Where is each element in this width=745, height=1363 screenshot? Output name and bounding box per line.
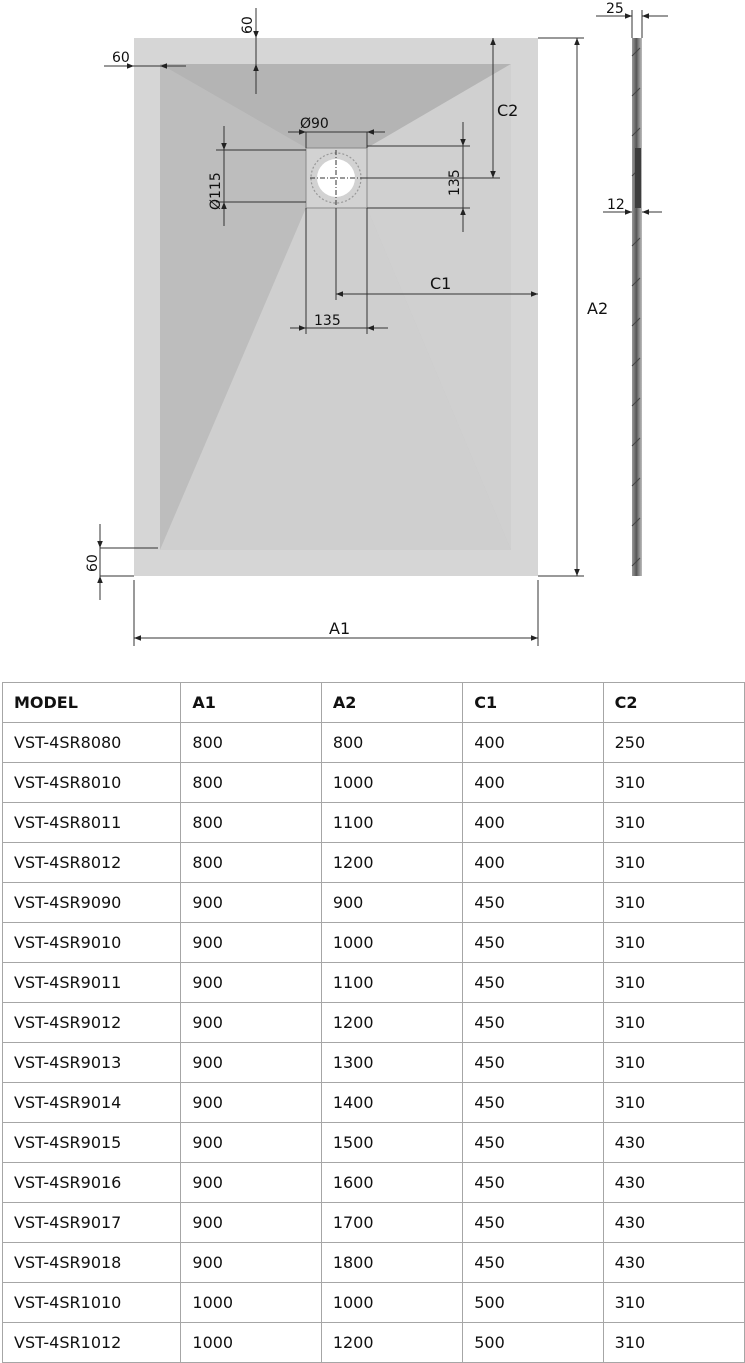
table-row [3,1283,745,1323]
cell-a2: 1700 [321,1203,462,1243]
tray-profile [632,38,642,576]
cell-c2: 430 [603,1203,744,1243]
cell-model: VST-4SR9014 [3,1083,181,1123]
dim-left-rim-label: 60 [112,50,130,66]
cell-model: VST-4SR9090 [3,883,181,923]
cell-a2: 1100 [321,963,462,1003]
header-c2: C2 [603,683,744,723]
table-row [3,1003,745,1043]
cell-c1: 450 [463,1243,603,1283]
drawing-svg [0,0,745,665]
cell-model: VST-4SR8010 [3,763,181,803]
tray-plan [134,38,538,576]
dim-a2-label: A2 [587,299,609,318]
table-row [3,723,745,763]
cell-a1: 800 [181,723,321,763]
cell-c2: 310 [603,1323,744,1363]
technical-drawing [0,0,745,665]
cell-c2: 250 [603,723,744,763]
cell-a2: 800 [321,723,462,763]
cell-c1: 450 [463,1043,603,1083]
profile-drain-section [635,148,641,208]
cell-a1: 900 [181,1123,321,1163]
cell-a2: 1200 [321,843,462,883]
table-row [3,763,745,803]
cell-a2: 1600 [321,1163,462,1203]
model-dimensions-table [2,682,745,1363]
dim-a1 [134,580,538,646]
cell-model: VST-4SR8011 [3,803,181,843]
cell-c1: 450 [463,923,603,963]
table-row [3,1203,745,1243]
cell-model: VST-4SR9013 [3,1043,181,1083]
dim-a2 [538,38,608,576]
cell-c2: 310 [603,843,744,883]
dim-c2-label: C2 [497,101,519,120]
cell-a1: 800 [181,763,321,803]
cell-c1: 450 [463,1083,603,1123]
cell-model: VST-4SR9010 [3,923,181,963]
header-c1: C1 [463,683,603,723]
cell-c1: 450 [463,963,603,1003]
cell-a1: 800 [181,843,321,883]
header-a2: A2 [321,683,462,723]
dim-drain-box-bottom-label: 135 [314,313,341,329]
dim-drain-box-height-label: Ø115 [208,172,224,210]
table-row [3,1083,745,1123]
dim-profile-thickness-label: 25 [606,1,624,17]
cell-c1: 500 [463,1323,603,1363]
cell-a1: 1000 [181,1283,321,1323]
cell-model: VST-4SR9018 [3,1243,181,1283]
cell-a1: 900 [181,1163,321,1203]
table-row [3,1123,745,1163]
cell-c2: 310 [603,1083,744,1123]
cell-c2: 430 [603,1243,744,1283]
table-row [3,923,745,963]
dim-profile-thickness [596,1,668,38]
cell-c1: 400 [463,843,603,883]
table-body [3,723,745,1363]
table-row [3,1043,745,1083]
cell-a1: 900 [181,923,321,963]
header-model: MODEL [3,683,181,723]
table-row [3,963,745,1003]
table-row [3,1163,745,1203]
cell-model: VST-4SR9011 [3,963,181,1003]
dim-drain-diameter-label: Ø90 [300,116,329,132]
cell-a2: 1400 [321,1083,462,1123]
cell-a2: 1000 [321,1283,462,1323]
cell-a2: 900 [321,883,462,923]
cell-c2: 310 [603,923,744,963]
cell-a1: 900 [181,1043,321,1083]
cell-c2: 430 [603,1163,744,1203]
cell-c1: 400 [463,763,603,803]
cell-a1: 900 [181,963,321,1003]
dim-c1-label: C1 [430,274,452,293]
cell-model: VST-4SR8080 [3,723,181,763]
cell-c1: 450 [463,1163,603,1203]
cell-a2: 1800 [321,1243,462,1283]
cell-model: VST-4SR9016 [3,1163,181,1203]
cell-c1: 400 [463,803,603,843]
cell-a1: 900 [181,883,321,923]
cell-a2: 1100 [321,803,462,843]
table-row [3,843,745,883]
cell-model: VST-4SR9017 [3,1203,181,1243]
cell-c2: 310 [603,1283,744,1323]
cell-model: VST-4SR9015 [3,1123,181,1163]
cell-a2: 1200 [321,1323,462,1363]
cell-c1: 450 [463,1123,603,1163]
cell-a2: 1000 [321,923,462,963]
table-row [3,883,745,923]
table-header-row [3,683,745,723]
cell-a1: 900 [181,1203,321,1243]
table-row [3,803,745,843]
cell-a1: 900 [181,1003,321,1043]
cell-c1: 450 [463,883,603,923]
cell-c2: 310 [603,883,744,923]
table-row [3,1243,745,1283]
cell-model: VST-4SR8012 [3,843,181,883]
profile-body [632,38,642,576]
cell-model: VST-4SR9012 [3,1003,181,1043]
cell-a2: 1300 [321,1043,462,1083]
cell-c2: 310 [603,763,744,803]
cell-c1: 450 [463,1203,603,1243]
cell-a1: 800 [181,803,321,843]
cell-model: VST-4SR1010 [3,1283,181,1323]
dim-bottom-rim-label: 60 [85,554,101,572]
cell-c2: 310 [603,963,744,1003]
dim-drain-box-right-label: 135 [447,169,463,196]
cell-a1: 1000 [181,1323,321,1363]
dim-a1-label: A1 [329,619,351,638]
cell-c2: 430 [603,1123,744,1163]
cell-c2: 310 [603,1043,744,1083]
cell-a2: 1500 [321,1123,462,1163]
cell-a2: 1200 [321,1003,462,1043]
cell-c1: 500 [463,1283,603,1323]
header-a1: A1 [181,683,321,723]
cell-a1: 900 [181,1083,321,1123]
cell-a1: 900 [181,1243,321,1283]
dim-profile-slope-label: 12 [607,197,625,213]
dim-top-rim-label: 60 [240,16,256,34]
table-row [3,1323,745,1363]
cell-c1: 400 [463,723,603,763]
cell-model: VST-4SR1012 [3,1323,181,1363]
cell-c1: 450 [463,1003,603,1043]
cell-a2: 1000 [321,763,462,803]
cell-c2: 310 [603,1003,744,1043]
cell-c2: 310 [603,803,744,843]
